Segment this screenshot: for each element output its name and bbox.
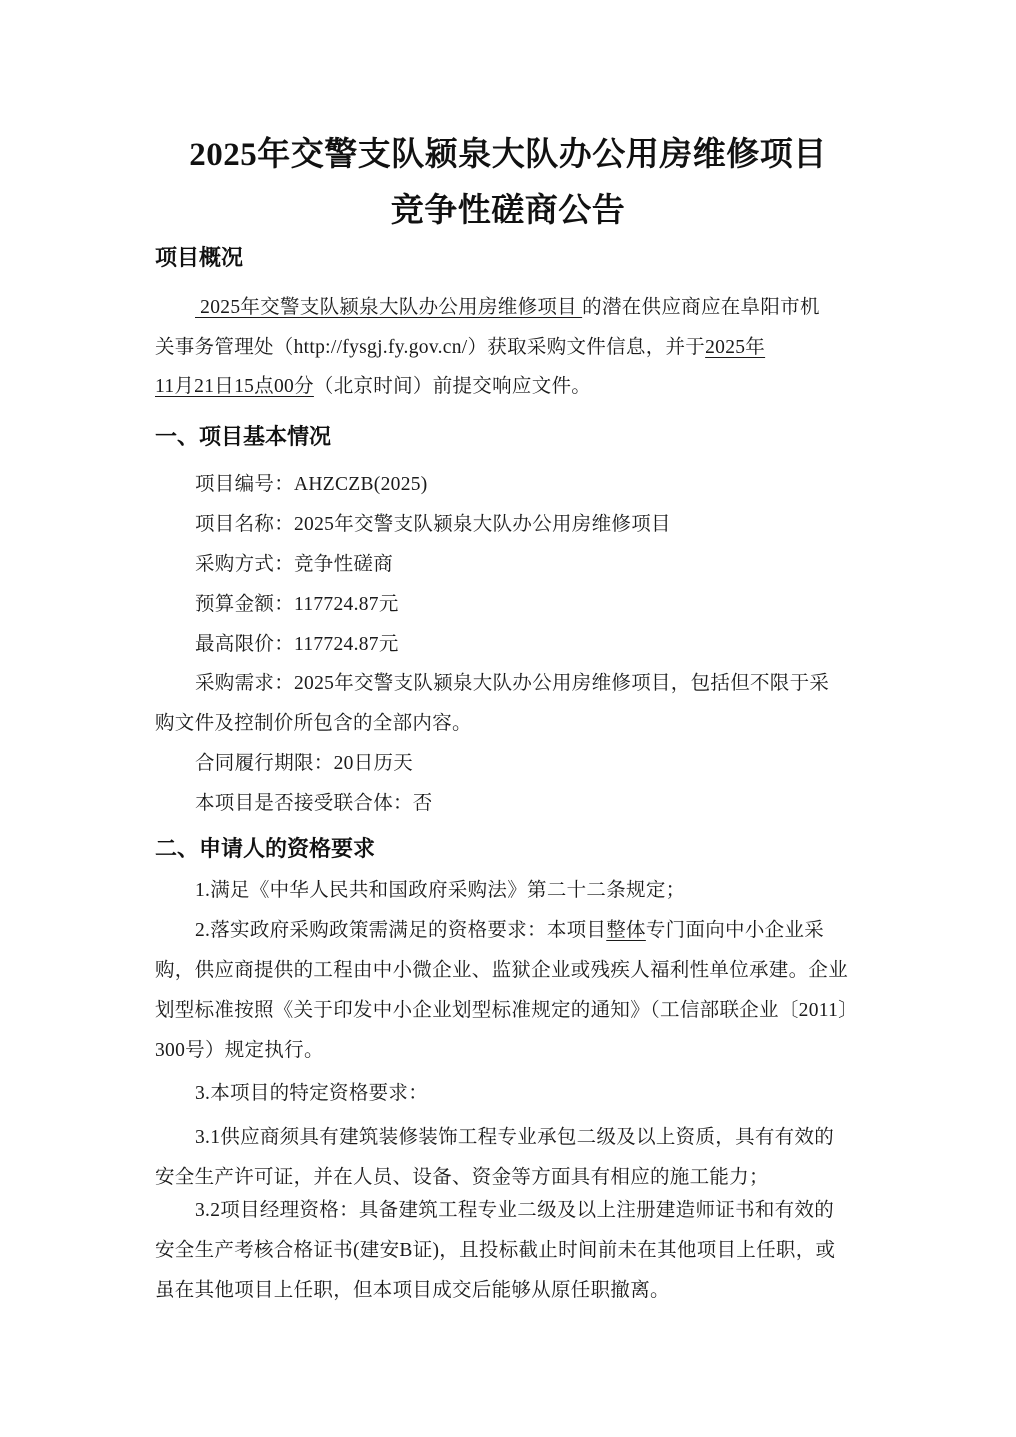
deadline-year: 2025年	[705, 337, 766, 358]
overview-line3-rest: （北京时间）前提交响应文件。	[313, 376, 592, 397]
overview-line-3	[155, 370, 591, 398]
qualification-item-3-1-line1: 3.1供应商须具有建筑装修装饰工程专业承包二级及以上资质，具有有效的	[195, 1127, 835, 1148]
qualification-item-3-1-line2: 安全生产许可证，并在人员、设备、资金等方面具有相应的施工能力；	[155, 1167, 769, 1188]
overview-line-2	[155, 331, 765, 359]
deadline-datetime: 11月21日15点00分	[155, 376, 314, 397]
qualification-item-3-2-line3: 虽在其他项目上任职，但本项目成交后能够从原任职撤离。	[155, 1280, 670, 1301]
qualification-item-3-2-line2: 安全生产考核合格证书(建安B证)，且投标截止时间前未在其他项目上任职，或	[155, 1240, 836, 1261]
qualification-item-2-line1	[195, 914, 824, 942]
project-number: 项目编号：AHZCZB(2025)	[195, 474, 428, 495]
procurement-requirement-line2: 购文件及控制价所包含的全部内容。	[155, 713, 472, 734]
project-name: 项目名称：2025年交警支队颍泉大队办公用房维修项目	[195, 514, 671, 535]
qualification-item-3-2-line1: 3.2项目经理资格：具备建筑工程专业二级及以上注册建造师证书和有效的	[195, 1200, 835, 1221]
qualification-item-2-line3: 划型标准按照《关于印发中小企业划型标准规定的通知》（工信部联企业〔2011〕	[155, 1000, 858, 1021]
project-name-underlined: 2025年交警支队颍泉大队办公用房维修项目	[195, 297, 583, 318]
overview-heading: 项目概况	[155, 246, 244, 271]
document-title-line1: 2025年交警支队颍泉大队办公用房维修项目	[189, 137, 827, 173]
document-title-line2: 竞争性磋商公告	[390, 193, 626, 229]
max-price: 最高限价：117724.87元	[195, 634, 399, 655]
item2-text-b: 专门面向中小企业采	[645, 920, 825, 941]
budget-amount: 预算金额：117724.87元	[195, 594, 399, 615]
procurement-requirement-line1: 采购需求：2025年交警支队颍泉大队办公用房维修项目，包括但不限于采	[195, 673, 830, 694]
section1-heading: 一、项目基本情况	[155, 425, 332, 450]
item2-underlined-whole: 整体	[606, 920, 646, 941]
qualification-item-2-line4: 300号）规定执行。	[155, 1040, 324, 1061]
contract-period: 合同履行期限：20日历天	[195, 753, 414, 774]
qualification-item-2-line2: 购，供应商提供的工程由中小微企业、监狱企业或残疾人福利性单位承建。企业	[155, 960, 849, 981]
overview-line2-text: 关事务管理处（http://fysgj.fy.gov.cn/）获取采购文件信息，并于	[155, 337, 706, 358]
overview-line1-rest: 的潜在供应商应在阜阳市机	[582, 297, 820, 318]
consortium-accepted: 本项目是否接受联合体：否	[195, 793, 433, 814]
qualification-item-3: 3.本项目的特定资格要求：	[195, 1083, 429, 1104]
item2-text-a: 2.落实政府采购政策需满足的资格要求：本项目	[195, 920, 607, 941]
procurement-method: 采购方式：竞争性磋商	[195, 554, 394, 575]
section2-heading: 二、申请人的资格要求	[155, 837, 376, 862]
overview-line-1	[155, 291, 820, 319]
qualification-item-1: 1.满足《中华人民共和国政府采购法》第二十二条规定；	[195, 880, 686, 901]
